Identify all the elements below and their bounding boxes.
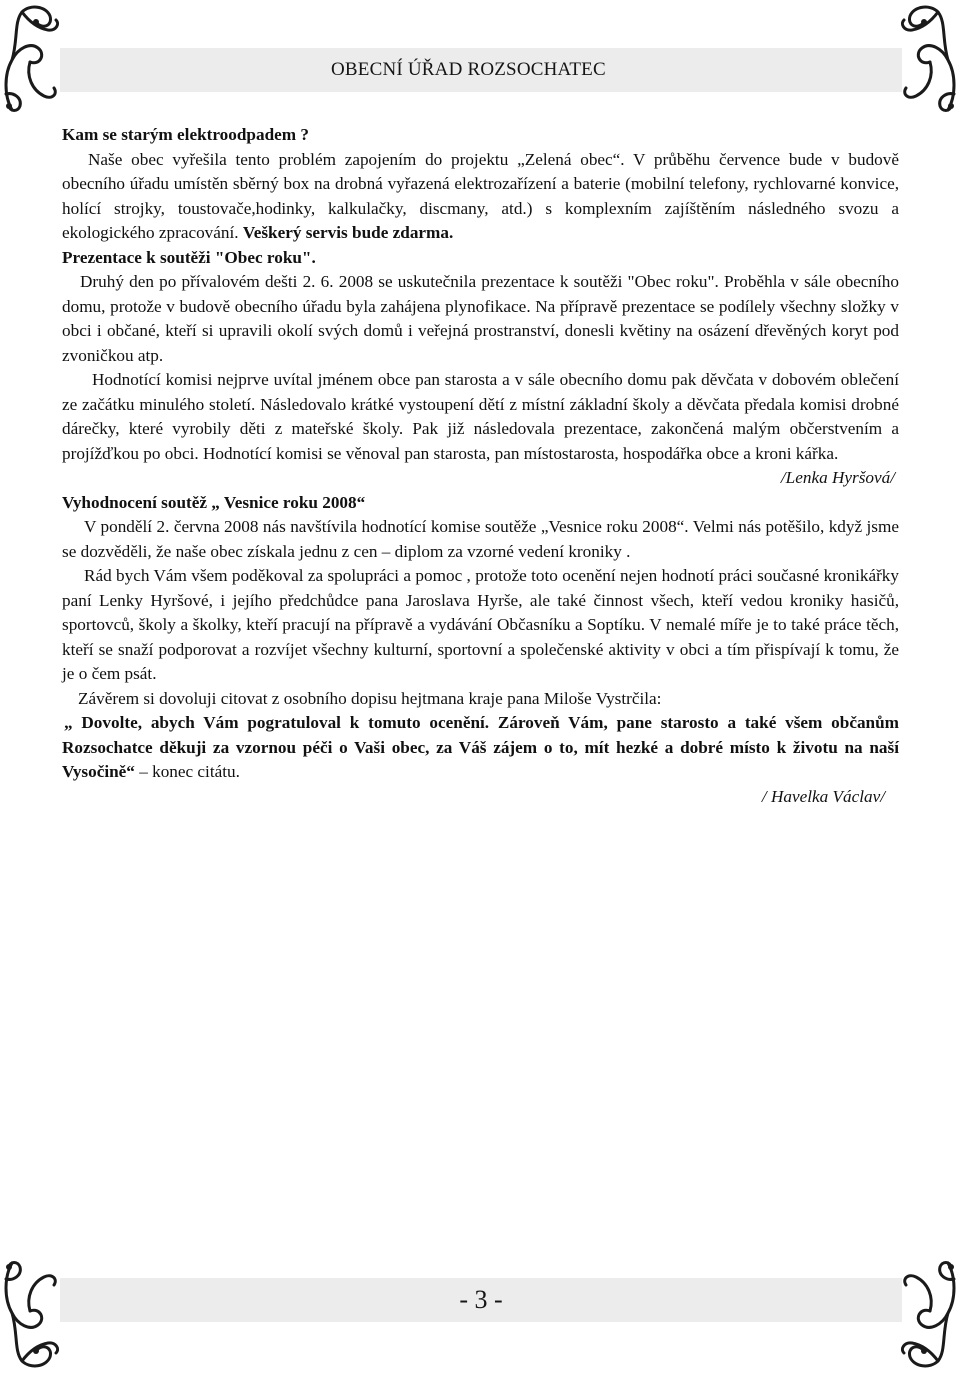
flourish-icon [0, 1253, 62, 1373]
paragraph-committee: Hodnotící komisi nejprve uvítal jménem obce pan starosta a v sále obecního domu pak děvčata v dobovém oblečení ze začátku minulého století. Následovalo krátké vystoupení dětí z místní základní školy a děvčata předala komisi drobné dárečky, které vyrobily děti z mateřské školy. Pak již následovala prezentace, zakončená malým občerstvením a projížďkou po obci. Hodnotící komisi se věnoval pan starosta, pan místostarosta, hospodářka obce a kroni kářka. [62, 370, 899, 463]
paragraph-thanks: Rád bych Vám všem poděkoval za spolupráci a pomoc , protože toto ocenění nejen hodnotí práci současné kronikářky paní Lenky Hyršové, i jejího předchůdce pana Jaroslava Hyrše, ale také činnost všech, kteří vedou kroniky hasičů, sportovců, školy a školky, kteří pracují na přípravě a vydávání Občasníku a Soptíku. V nemalé míře je to také práce těch, kteří se snaží podporovat a rozvíjet všechny kulturní, sportovní a společenské aktivity v obci a tím přispívají k tomu, že je o čem psát. [62, 566, 899, 683]
flourish-icon [898, 0, 960, 120]
header-title: OBECNÍ ÚŘAD ROZSOCHATEC [331, 59, 606, 80]
signature-hyrsova: /Lenka Hyršová/ [780, 468, 895, 487]
footer-bar [60, 1278, 902, 1322]
paragraph-award: V pondělí 2. června 2008 nás navštívila hodnotící komise soutěže „Vesnice roku 2008“. Velmi nás potěšilo, když jsme se dozvěděli, že naše obec získala jednu z cen – diplom za vzorné vedení kroniky . [62, 517, 899, 561]
page-number: - 3 - [459, 1285, 503, 1314]
section-heading-results: Vyhodnocení soutěž „ Vesnice roku 2008“ [62, 492, 366, 512]
section-heading-electro-waste: Kam se starým elektroodpadem ? [62, 125, 309, 144]
section-heading-village-of-year: Prezentace k soutěži "Obec roku". [62, 247, 316, 267]
flourish-icon [0, 0, 62, 120]
quote-text: „ Dovolte, abych Vám pogratuloval k tomuto ocenění. Zároveň Vám, pane starosto a také všem občanům Rozsochatce děkuji za vzornou péči o Vaši obec, za Váš zájem o to, mít hezké a dobré místo k životu na naší Vysočině“ [62, 713, 899, 781]
free-service-note: Veškerý servis bude zdarma. [242, 223, 454, 242]
governor-quote [62, 711, 899, 785]
header-bar [60, 48, 902, 92]
flourish-icon [898, 1253, 960, 1373]
paragraph-electro-waste [62, 148, 899, 246]
signature-havelka: / Havelka Václav/ [761, 786, 885, 806]
paragraph-presentation: Druhý den po přívalovém dešti 2. 6. 2008 se uskutečnila prezentace k soutěži "Obec roku". Proběhla v sále obecního domu, protože v budově obecního úřadu byla zahájena plynofikace. Na přípravě prezentace se podílely všechny složky v obci i občané, kteří si upravili okolí svých domů i veřejná prostranství, donesli květiny na osázení dřevěných koryt pod zvoničkou atp. [62, 272, 899, 365]
article-body [62, 123, 899, 809]
paragraph-citation-intro: Závěrem si dovoluji citovat z osobního dopisu hejtmana kraje pana Miloše Vystrčila: [78, 688, 662, 708]
corner-ornament-bottom-left [0, 1253, 62, 1373]
corner-ornament-bottom-right [898, 1253, 960, 1373]
quote-end: – konec citátu. [134, 762, 240, 781]
paragraph-text: Naše obec vyřešila tento problém zapojením do projektu „Zelená obec“. V průběhu července bude v budově obecního úřadu umístěn sběrný box na drobná vyřazená elektrozařízení a baterie (mobilní telefony, rychlovarné konvice, holící strojky, toustovače,hodinky, kalkulačky, discmany, atd.) s komplexním zajíštěním následného svozu a ekologického zpracování. [62, 149, 899, 242]
corner-ornament-top-left [0, 0, 62, 120]
corner-ornament-top-right [898, 0, 960, 120]
